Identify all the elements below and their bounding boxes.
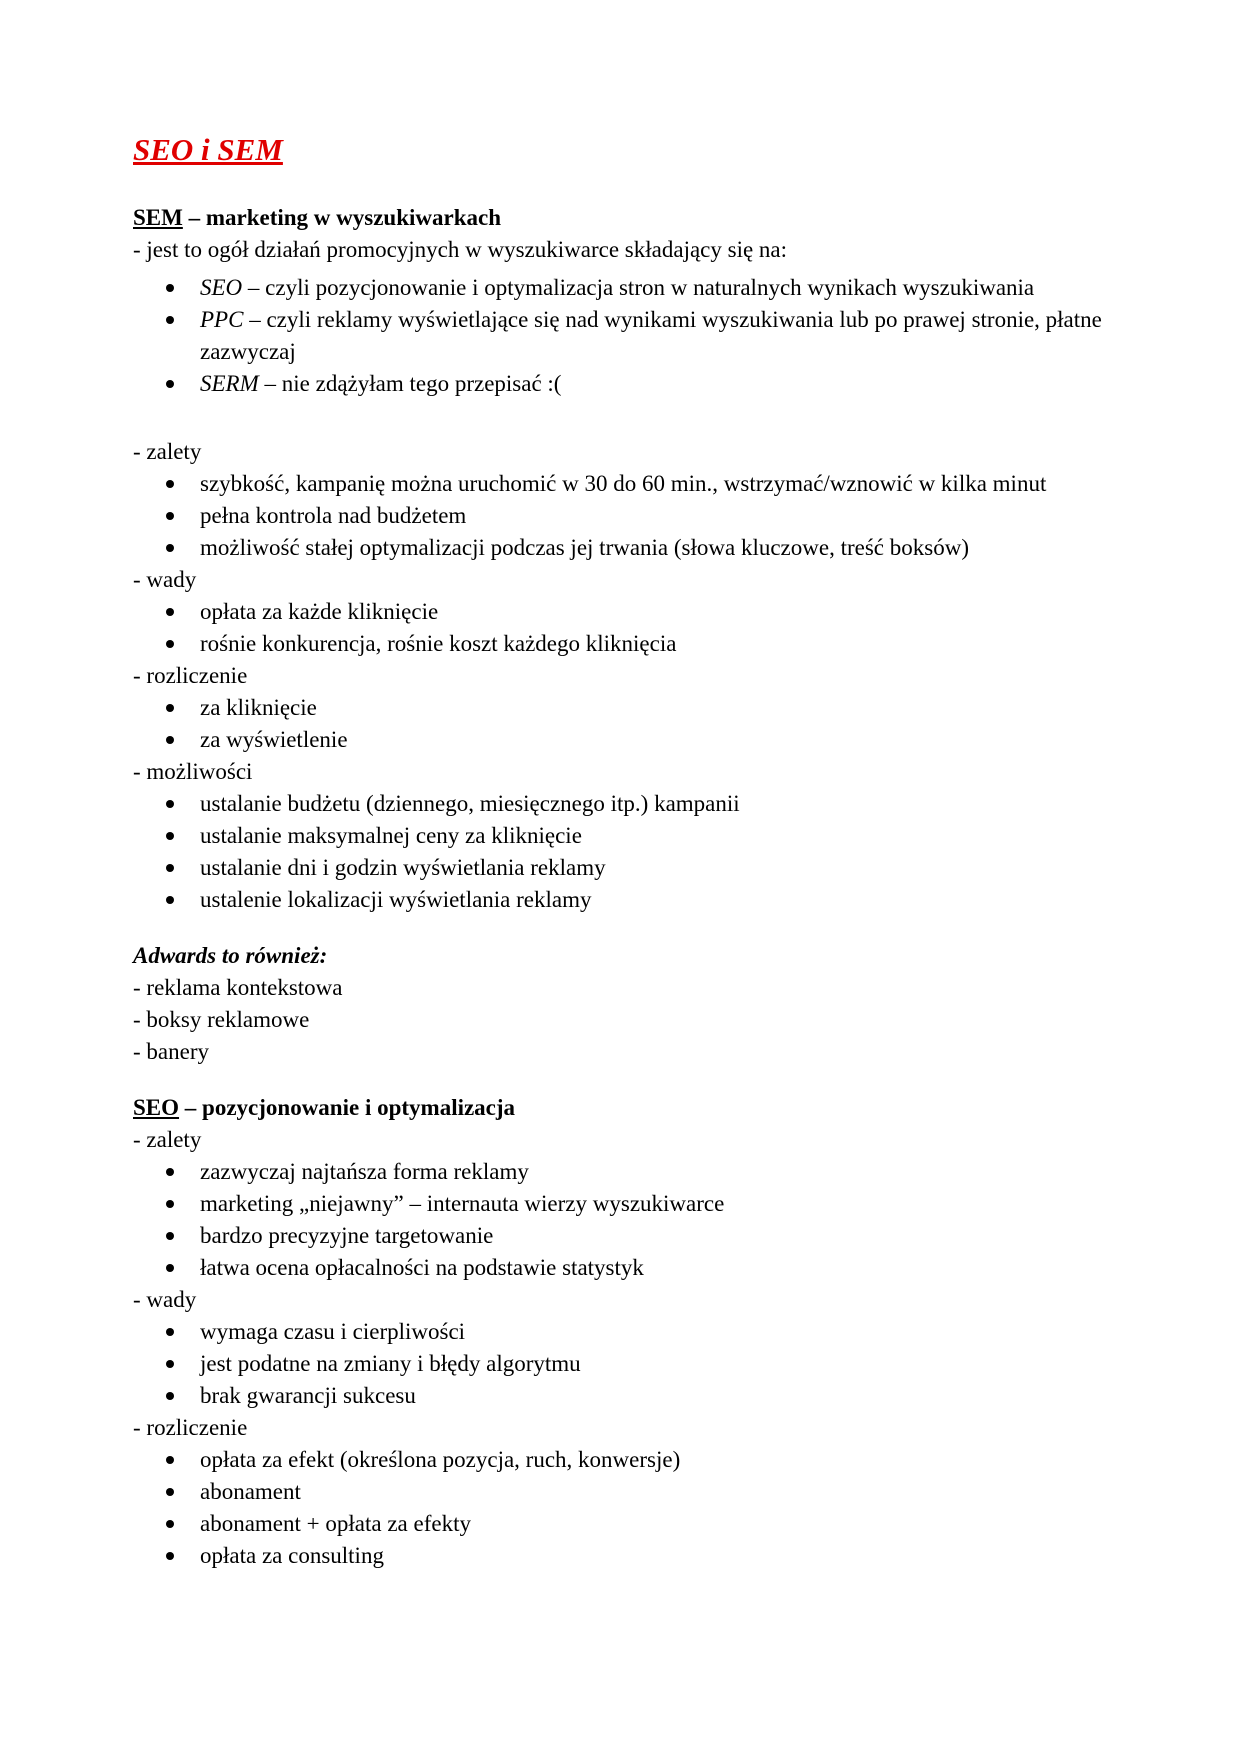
list-item — [133, 1508, 1125, 1540]
bullet-icon — [166, 544, 174, 552]
list-item-text: – nie zdążyłam tego przepisać :( — [258, 371, 562, 396]
list-item-text: szybkość, kampanię można uruchomić w 30 do 60 min., wstrzymać/wznowić w kilka minut — [200, 471, 1047, 496]
seo-heading-rest: – pozycjonowanie i optymalizacja — [179, 1095, 516, 1120]
list-item — [133, 724, 1125, 756]
group-label-sem-mozliwosci: - możliwości — [133, 759, 253, 784]
list-item-text: ustalanie maksymalnej ceny za kliknięcie — [200, 823, 582, 848]
list-item — [133, 692, 1125, 724]
list-item — [133, 788, 1125, 820]
sem-zalety-list — [133, 468, 1125, 564]
list-item — [133, 500, 1125, 532]
list-item — [133, 1156, 1125, 1188]
spacer — [133, 400, 1125, 436]
list-item-text: ustalenie lokalizacji wyświetlania reklamy — [200, 887, 592, 912]
seo-wady-list — [133, 1316, 1125, 1412]
list-item — [133, 820, 1125, 852]
bullet-icon — [166, 704, 174, 712]
list-item-term: SEO — [200, 275, 243, 300]
sem-mozliwosci-list — [133, 788, 1125, 916]
list-item — [133, 272, 1125, 304]
list-item-text: możliwość stałej optymalizacji podczas jej trwania (słowa kluczowe, treść boksów) — [200, 535, 969, 560]
list-item — [133, 1444, 1125, 1476]
list-item — [133, 1476, 1125, 1508]
bullet-icon — [166, 864, 174, 872]
adwards-heading: Adwards to również: — [133, 943, 328, 968]
sem-heading-term: SEM — [133, 205, 183, 230]
bullet-icon — [166, 1264, 174, 1272]
list-item-text: za wyświetlenie — [200, 727, 348, 752]
seo-rozliczenie-list — [133, 1444, 1125, 1572]
seo-heading — [133, 1092, 1125, 1124]
list-item-text: opłata za każde kliknięcie — [200, 599, 439, 624]
list-item — [133, 368, 1125, 400]
bullet-icon — [166, 316, 174, 324]
bullet-icon — [166, 1488, 174, 1496]
list-item-text: opłata za consulting — [200, 1543, 384, 1568]
group-label-sem-zalety: - zalety — [133, 439, 202, 464]
list-item — [133, 1220, 1125, 1252]
sem-heading-rest: – marketing w wyszukiwarkach — [182, 205, 502, 230]
seo-zalety-list — [133, 1156, 1125, 1284]
bullet-icon — [166, 1200, 174, 1208]
list-item-term: SERM — [200, 371, 259, 396]
list-item — [133, 596, 1125, 628]
sem-intro: - jest to ogół działań promocyjnych w wyszukiwarce składający się na: — [133, 237, 788, 262]
list-item — [133, 468, 1125, 500]
list-item-text: – czyli pozycjonowanie i optymalizacja stron w naturalnych wynikach wyszukiwania — [242, 275, 1035, 300]
list-item-text: bardzo precyzyjne targetowanie — [200, 1223, 494, 1248]
bullet-icon — [166, 512, 174, 520]
list-item-text: łatwa ocena opłacalności na podstawie statystyk — [200, 1255, 644, 1280]
list-item-text: za kliknięcie — [200, 695, 317, 720]
group-label-seo-rozliczenie: - rozliczenie — [133, 1415, 248, 1440]
bullet-icon — [166, 1232, 174, 1240]
list-item-text: abonament + opłata za efekty — [200, 1511, 471, 1536]
list-item-text: marketing „niejawny” – internauta wierzy wyszukiwarce — [200, 1191, 725, 1216]
list-item-text: brak gwarancji sukcesu — [200, 1383, 416, 1408]
list-item-text: ustalanie budżetu (dziennego, miesięcznego itp.) kampanii — [200, 791, 740, 816]
sem-wady-list — [133, 596, 1125, 660]
list-item — [133, 1188, 1125, 1220]
sem-rozliczenie-list — [133, 692, 1125, 756]
list-item-text: abonament — [200, 1479, 301, 1504]
list-item-text: wymaga czasu i cierpliwości — [200, 1319, 466, 1344]
list-item — [133, 1252, 1125, 1284]
bullet-icon — [166, 896, 174, 904]
list-item-text: pełna kontrola nad budżetem — [200, 503, 467, 528]
list-item — [133, 884, 1125, 916]
list-item-text: opłata za efekt (określona pozycja, ruch, konwersje) — [200, 1447, 681, 1472]
group-label-seo-wady: - wady — [133, 1287, 197, 1312]
list-item-text: ustalanie dni i godzin wyświetlania reklamy — [200, 855, 606, 880]
adwards-line: - banery — [133, 1039, 209, 1064]
bullet-icon — [166, 1552, 174, 1560]
spacer — [133, 916, 1125, 940]
list-item — [133, 1348, 1125, 1380]
spacer — [133, 1068, 1125, 1092]
bullet-icon — [166, 1328, 174, 1336]
adwards-line: - boksy reklamowe — [133, 1007, 310, 1032]
bullet-icon — [166, 380, 174, 388]
bullet-icon — [166, 1392, 174, 1400]
sem-definition-list — [133, 272, 1125, 400]
list-item — [133, 1380, 1125, 1412]
list-item-text: zazwyczaj najtańsza forma reklamy — [200, 1159, 529, 1184]
bullet-icon — [166, 1360, 174, 1368]
group-label-seo-zalety: - zalety — [133, 1127, 202, 1152]
bullet-icon — [166, 608, 174, 616]
list-item — [133, 1316, 1125, 1348]
bullet-icon — [166, 284, 174, 292]
sem-heading — [133, 202, 1125, 234]
list-item — [133, 852, 1125, 884]
bullet-icon — [166, 1520, 174, 1528]
document-page — [133, 130, 1125, 1572]
adwards-line: - reklama kontekstowa — [133, 975, 343, 1000]
bullet-icon — [166, 736, 174, 744]
list-item-text: rośnie konkurencja, rośnie koszt każdego kliknięcia — [200, 631, 677, 656]
bullet-icon — [166, 640, 174, 648]
bullet-icon — [166, 832, 174, 840]
bullet-icon — [166, 1168, 174, 1176]
group-label-sem-rozliczenie: - rozliczenie — [133, 663, 248, 688]
list-item-text: – czyli reklamy wyświetlające się nad wynikami wyszukiwania lub po prawej stronie, płatne zazwyczaj — [200, 307, 1102, 364]
bullet-icon — [166, 1456, 174, 1464]
list-item — [133, 628, 1125, 660]
group-label-sem-wady: - wady — [133, 567, 197, 592]
bullet-icon — [166, 800, 174, 808]
list-item-text: jest podatne na zmiany i błędy algorytmu — [200, 1351, 581, 1376]
list-item — [133, 304, 1125, 368]
seo-heading-term: SEO — [133, 1095, 180, 1120]
list-item — [133, 1540, 1125, 1572]
document-title: SEO i SEM — [133, 132, 283, 167]
list-item — [133, 532, 1125, 564]
list-item-term: PPC — [200, 307, 244, 332]
bullet-icon — [166, 480, 174, 488]
